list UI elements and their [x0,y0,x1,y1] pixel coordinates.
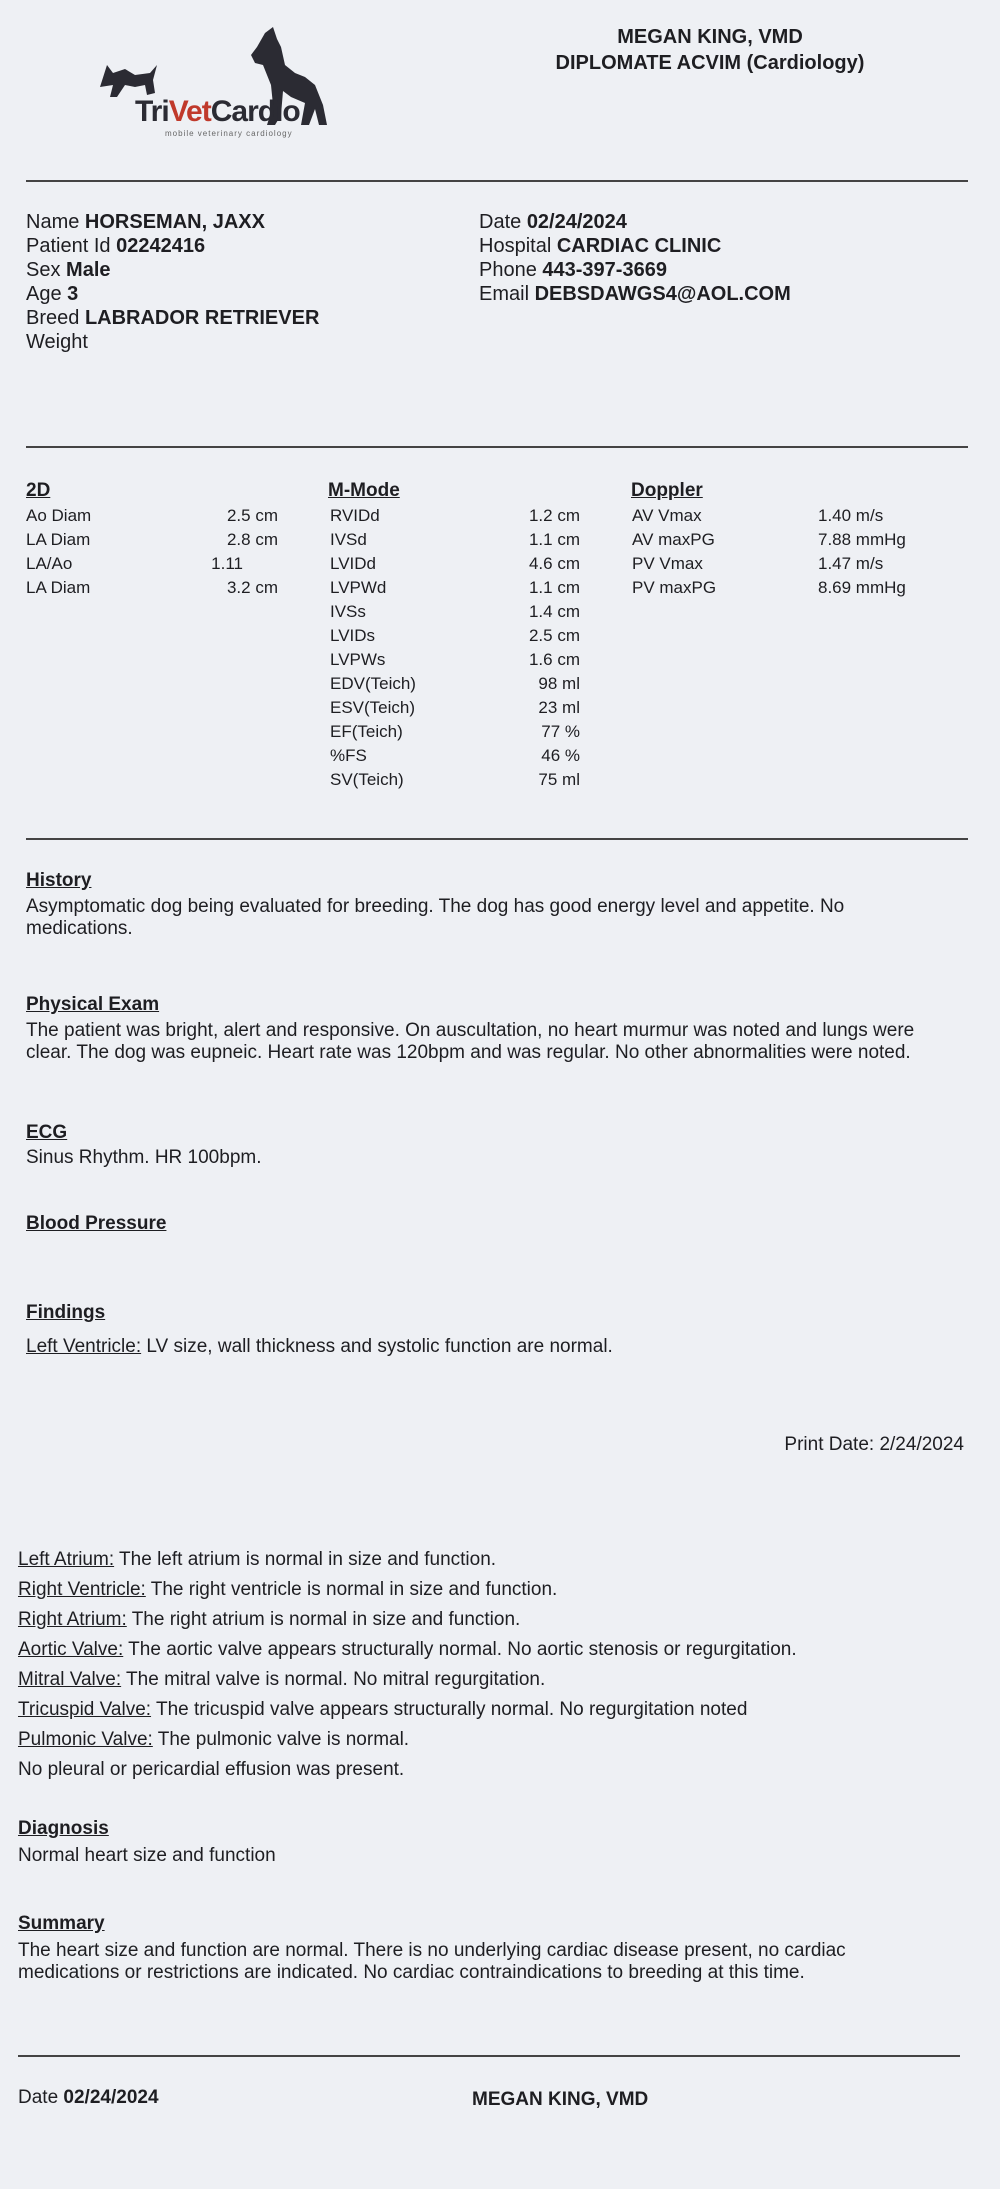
measurement-name: LVPWs [330,650,386,669]
measurement-value: 1.4 cm [528,602,580,621]
measurement-name: Ao Diam [26,506,92,525]
finding-text: The aortic valve appears structurally normal. No aortic stenosis or regurgitation. [123,1639,797,1660]
measurement-value: 3.2 cm [226,578,278,597]
measurement-name: LVIDs [330,626,376,645]
section-doppler-title: Doppler [631,480,703,501]
patient-id: Patient Id 02242416 [26,235,206,257]
finding-text: The right atrium is normal in size and function. [126,1609,521,1630]
finding-item [18,1609,978,1631]
measurement-value: 46 % [541,746,580,765]
finding-label: Tricuspid Valve: [18,1699,152,1720]
measurement-value: 2.5 cm [226,506,278,525]
finding-label: Left Atrium: [18,1549,115,1570]
measurement-name: ESV(Teich) [330,698,416,717]
blood-pressure-title: Blood Pressure [26,1213,167,1234]
measurement-value: 98 ml [538,674,580,693]
measurement-value: 4.6 cm [528,554,580,573]
summary-title: Summary [18,1913,105,1934]
finding-label: Mitral Valve: [18,1669,122,1690]
measurement-name: RVIDd [330,506,380,525]
summary-text: The heart size and function are normal. There is no underlying cardiac disease present, no cardiac medications or restrictions are indicated. No cardiac contraindications to breeding at this time. [18,1940,846,1983]
email: Email DEBSDAWGS4@AOL.COM [479,283,791,305]
divider [26,446,968,448]
measurement-value: 1.11 [211,554,243,573]
finding-item [18,1699,978,1721]
measurement-value: 2.8 cm [226,530,278,549]
finding-left-ventricle: Left Ventricle: LV size, wall thickness and systolic function are normal. [26,1336,613,1357]
divider [26,180,968,182]
measurement-name: PV Vmax [632,554,703,573]
doctor-name: MEGAN KING, VMD [617,26,803,48]
measurement-name: IVSs [330,602,366,621]
history-title: History [26,870,92,891]
footer-date: Date 02/24/2024 [18,2087,159,2108]
finding-text: The right ventricle is normal in size and function. [145,1579,558,1600]
logo-subtitle: mobile veterinary cardiology [165,129,293,138]
finding-label: Pulmonic Valve: [18,1729,153,1750]
measurement-value: 1.1 cm [528,578,580,597]
divider [18,2055,960,2057]
phone: Phone 443-397-3669 [479,259,667,281]
doctor-credential: DIPLOMATE ACVIM (Cardiology) [555,52,865,74]
diagnosis-title: Diagnosis [18,1818,109,1839]
measurement-value: 1.40 m/s [818,506,884,525]
trivetcardio-logo [95,25,335,145]
measurement-name: LVIDd [330,554,376,573]
hospital: Hospital CARDIAC CLINIC [479,235,722,257]
physical-exam-text: The patient was bright, alert and responsive. On auscultation, no heart murmur was noted and lungs were clear. The dog was eupneic. Heart rate was 120bpm and was regular. No other abnormalities were noted. [26,1020,915,1063]
measurement-name: SV(Teich) [330,770,404,789]
divider [26,838,968,840]
print-date: Print Date: 2/24/2024 [784,1434,964,1455]
measurement-value: 77 % [541,722,580,741]
signature-name: MEGAN KING, VMD [472,2089,649,2110]
measurement-name: %FS [330,746,367,765]
measurement-name: LVPWd [330,578,387,597]
measurement-value: 8.69 mmHg [818,578,906,597]
measurement-value: 75 ml [538,770,580,789]
measurement-name: EF(Teich) [330,722,403,741]
findings-title: Findings [26,1302,106,1323]
measurement-value: 1.2 cm [528,506,580,525]
finding-item [18,1669,978,1691]
finding-text: The tricuspid valve appears structurally normal. No regurgitation noted [151,1699,748,1720]
measurement-value: 2.5 cm [528,626,580,645]
patient-weight: Weight [26,331,88,353]
ecg-text: Sinus Rhythm. HR 100bpm. [26,1147,262,1168]
finding-item [18,1729,978,1751]
measurement-name: AV maxPG [632,530,715,549]
patient-age: Age 3 [26,283,79,305]
measurement-name: LA/Ao [26,554,73,573]
finding-item [18,1759,978,1781]
section-2d-title: 2D [26,480,51,501]
measurement-name: LA Diam [26,530,91,549]
finding-text: The left atrium is normal in size and function. [114,1549,497,1570]
measurement-value: 1.47 m/s [818,554,884,573]
measurement-name: IVSd [330,530,367,549]
patient-sex: Sex Male [26,259,111,281]
finding-item [18,1639,978,1661]
exam-date: Date 02/24/2024 [479,211,627,233]
ecg-title: ECG [26,1122,68,1143]
measurement-value: 23 ml [538,698,580,717]
measurement-value: 7.88 mmHg [818,530,906,549]
measurement-value: 1.6 cm [528,650,580,669]
measurement-name: EDV(Teich) [330,674,416,693]
finding-item [18,1549,978,1571]
finding-label: Right Ventricle: [18,1579,146,1600]
finding-item [18,1579,978,1601]
logo-wordmark: TriVetCardio [135,95,300,128]
finding-text: The pulmonic valve is normal. [152,1729,410,1750]
patient-breed: Breed LABRADOR RETRIEVER [26,307,320,329]
measurement-name: PV maxPG [632,578,717,597]
finding-text: The mitral valve is normal. No mitral regurgitation. [121,1669,546,1690]
measurement-name: LA Diam [26,578,91,597]
section-mmode-title: M-Mode [328,480,400,501]
measurement-name: AV Vmax [632,506,702,525]
finding-label: Right Atrium: [18,1609,127,1630]
history-text: Asymptomatic dog being evaluated for breeding. The dog has good energy level and appetite. No medications. [26,896,845,939]
patient-name: Name HORSEMAN, JAXX [26,211,265,233]
physical-exam-title: Physical Exam [26,994,160,1015]
diagnosis-text: Normal heart size and function [18,1845,276,1866]
finding-label: Aortic Valve: [18,1639,124,1660]
finding-text: No pleural or pericardial effusion was present. [18,1759,405,1780]
measurement-value: 1.1 cm [528,530,580,549]
